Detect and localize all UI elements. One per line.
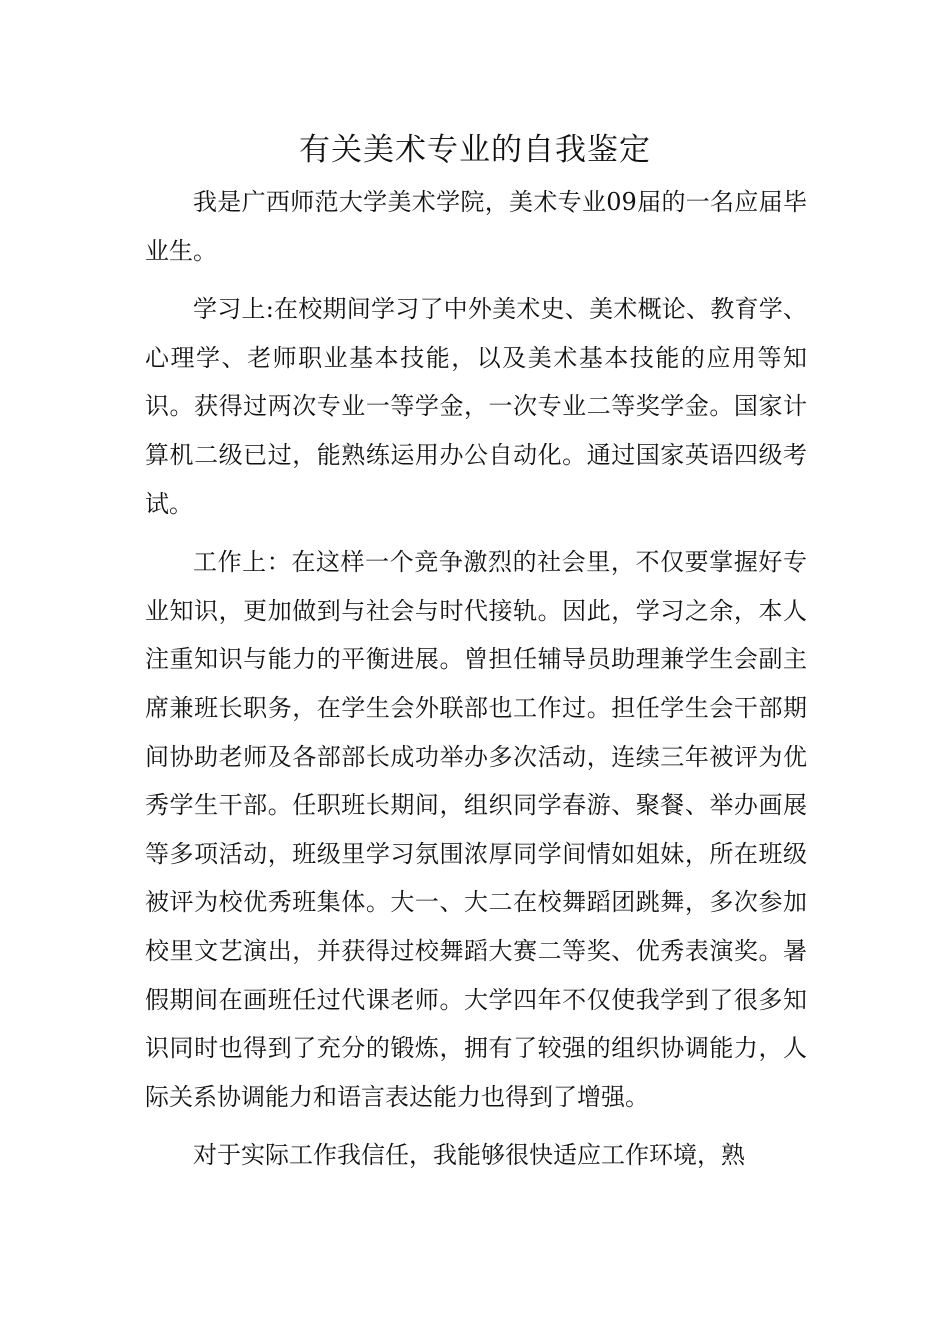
paragraph-gap bbox=[145, 528, 807, 538]
paragraph-intro: 我是广西师范大学美术学院，美术专业09届的一名应届毕业生。 bbox=[145, 188, 807, 265]
document-body bbox=[145, 178, 807, 1180]
paragraph-gap bbox=[145, 1121, 807, 1131]
paragraph-gap bbox=[145, 275, 807, 285]
paragraph-study: 学习上:在校期间学习了中外美术史、美术概论、教育学、心理学、老师职业基本技能，以及美术基本技能的应用等知识。获得过两次专业一等学金，一次专业二等奖学金。国家计算机二级已过，能熟练运用办公自动化。通过国家英语四级考试。 bbox=[145, 295, 807, 518]
document-title: 有关美术专业的自我鉴定 bbox=[299, 132, 651, 168]
paragraph-work: 工作上：在这样一个竞争激烈的社会里，不仅要掌握好专业知识，更加做到与社会与时代接轨。因此，学习之余，本人注重知识与能力的平衡进展。曾担任辅导员助理兼学生会副主席兼班长职务，在学生会外联部也工作过。担任学生会干部期间协助老师及各部部长成功举办多次活动，连续三年被评为优秀学生干部。任职班长期间，组织同学春游、聚餐、举办画展等多项活动，班级里学习氛围浓厚同学间情如姐妹，所在班级被评为校优秀班集体。大一、大二在校舞蹈团跳舞，多次参加校里文艺演出，并获得过校舞蹈大赛二等奖、优秀表演奖。暑假期间在画班任过代课老师。大学四年不仅使我学到了很多知识同时也得到了充分的锻炼，拥有了较强的组织协调能力，人际关系协调能力和语言表达能力也得到了增强。 bbox=[145, 548, 807, 1111]
paragraph-adaptability: 对于实际工作我信任，我能够很快适应工作环境，熟 bbox=[193, 1141, 745, 1170]
